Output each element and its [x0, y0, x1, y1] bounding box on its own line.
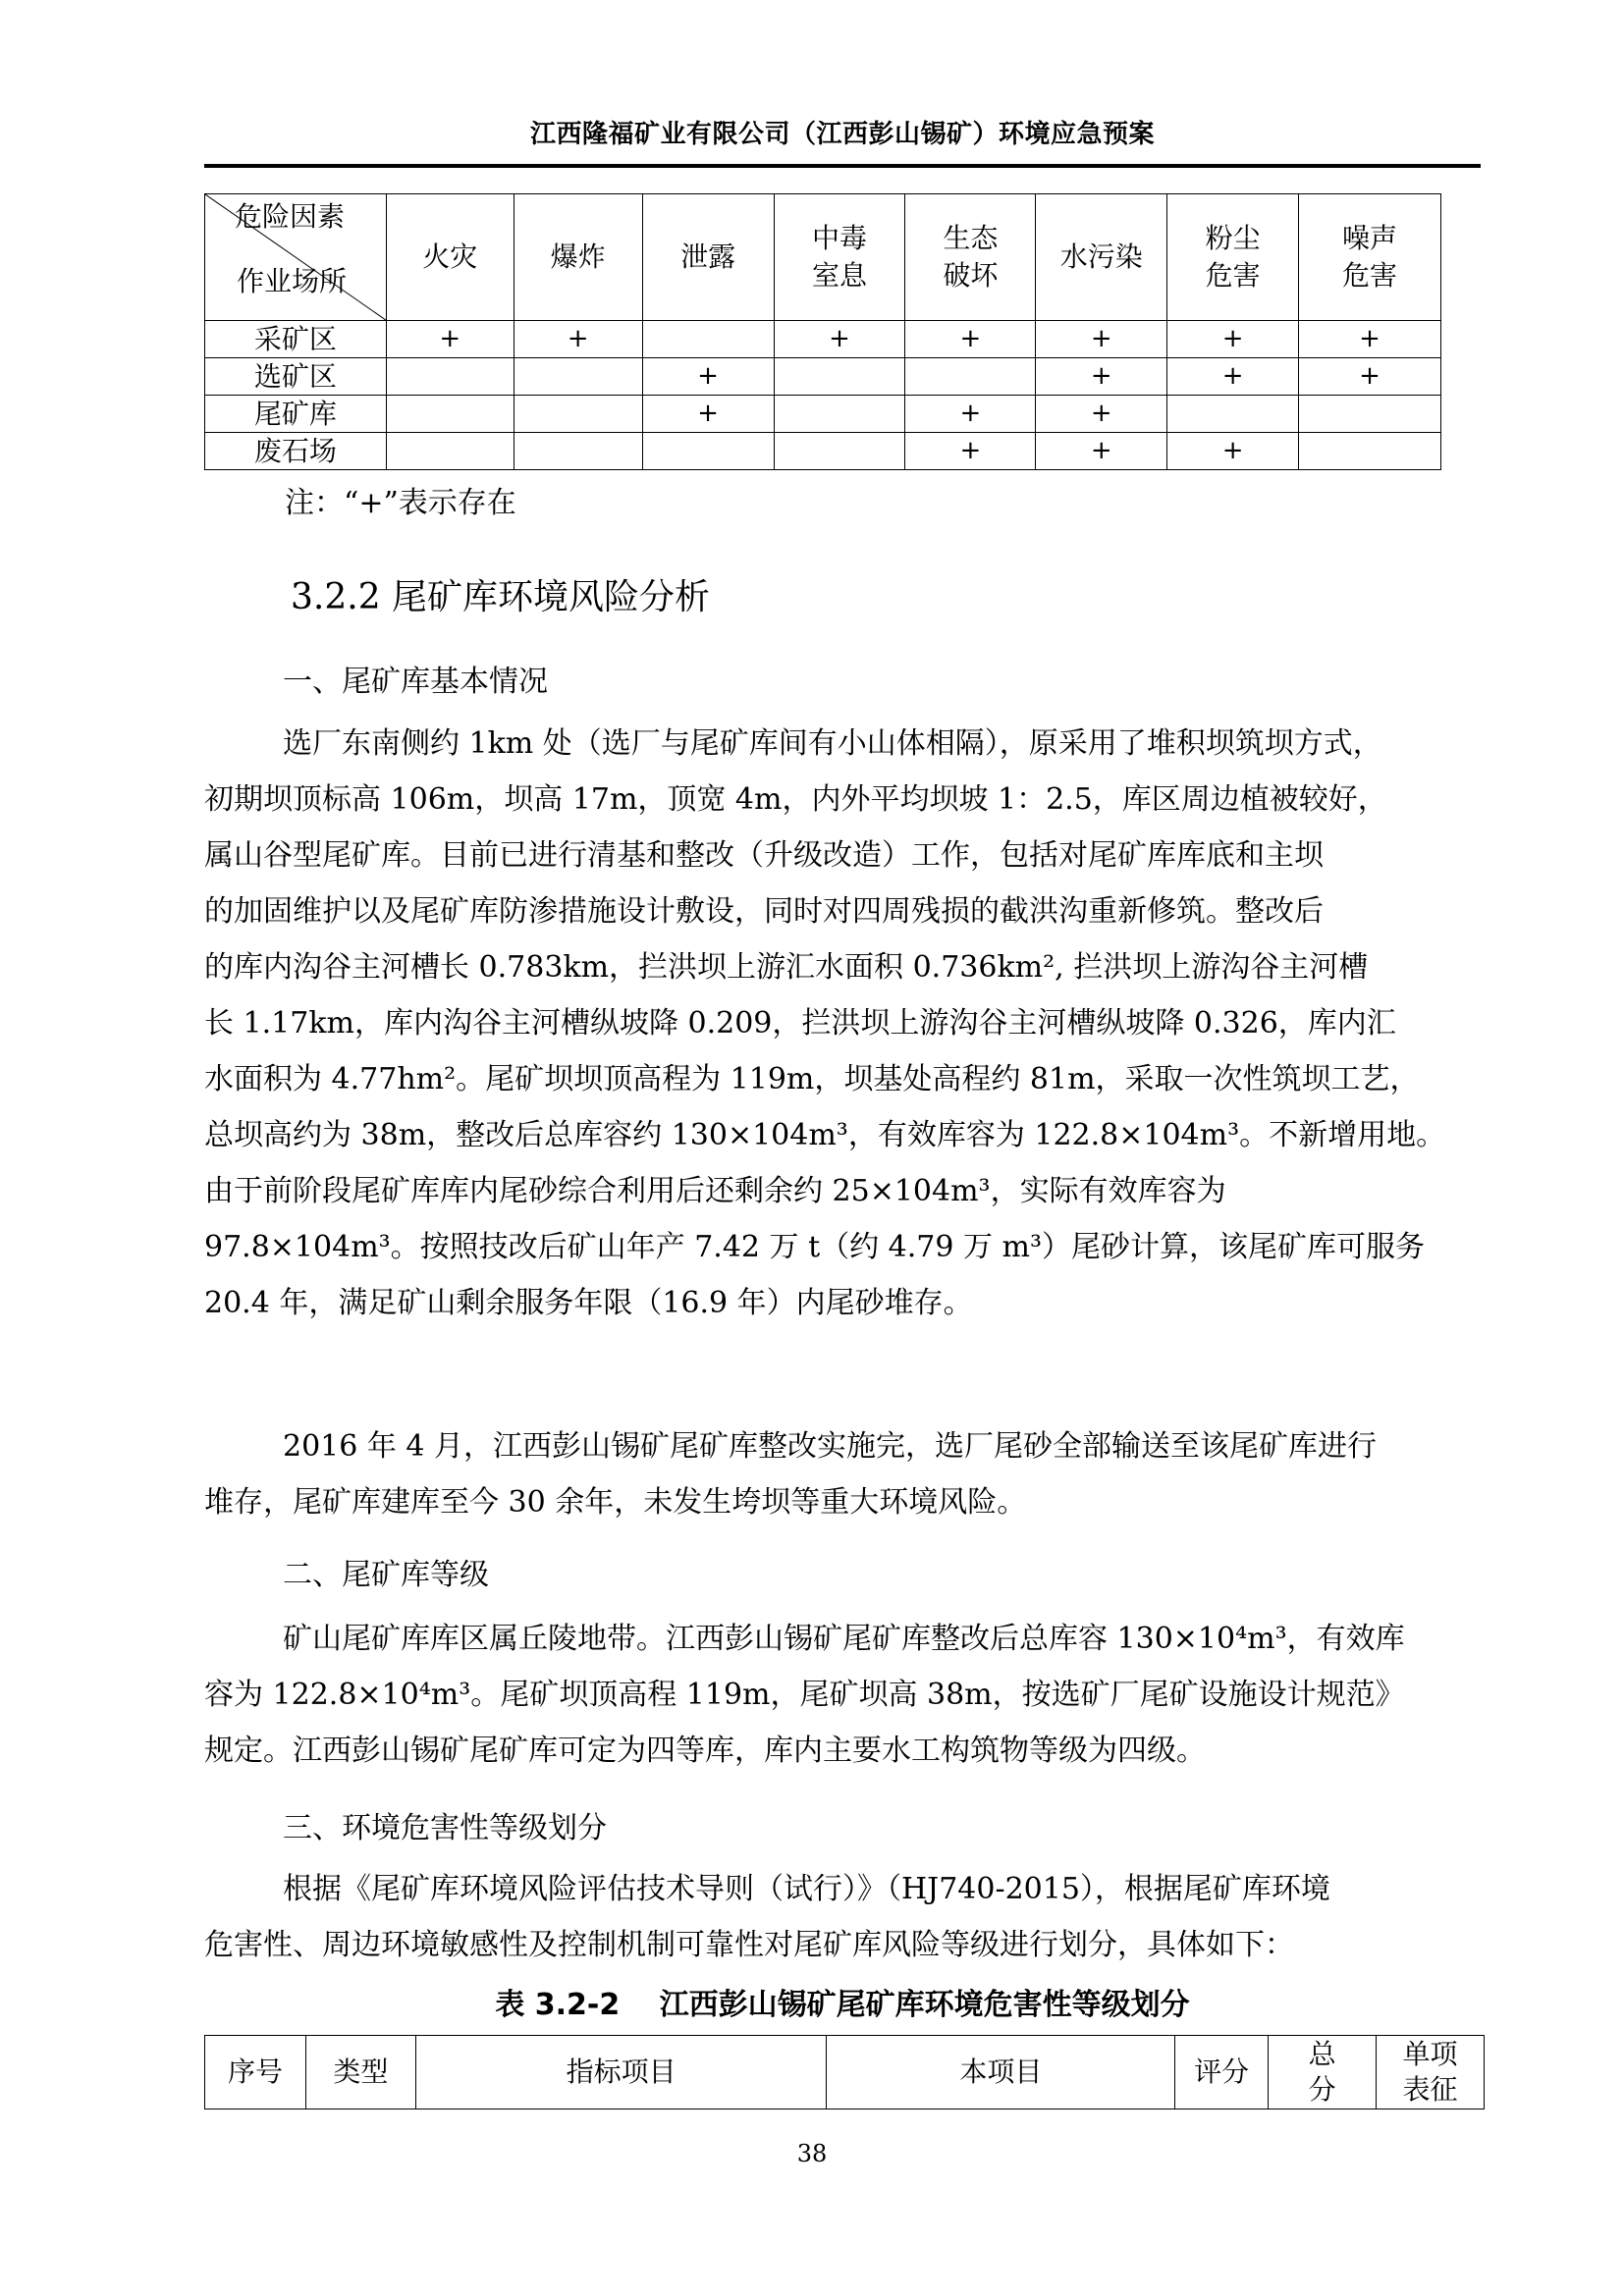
text-line: 总坝高约为 38m，整改后总库容约 130×104m³，有效库容为 122.8×104m³。不新增用地。: [204, 1118, 1446, 1152]
table-cell: +: [905, 321, 1036, 358]
text-line: 危害性、周边环境敏感性及控制机制可靠性对尾矿库风险等级进行划分，具体如下：: [204, 1928, 1294, 1962]
table-cell: +: [1036, 433, 1167, 470]
table-cell: +: [642, 358, 774, 396]
column-header: 本项目: [827, 2036, 1175, 2109]
column-header: 水污染: [1036, 194, 1167, 321]
table-cell: +: [1167, 433, 1299, 470]
column-header: 爆炸: [514, 194, 642, 321]
table-cell: +: [774, 321, 905, 358]
table-cell: +: [1167, 321, 1299, 358]
text-line: 由于前阶段尾矿库库内尾砂综合利用后还剩余约 25×104m³，实际有效库容为: [204, 1174, 1226, 1208]
paragraph-hazard-grading: [204, 1861, 1481, 1973]
column-header: 噪声 危害: [1299, 194, 1441, 321]
column-header: 火灾: [386, 194, 514, 321]
table-cell: +: [1167, 358, 1299, 396]
table-cell: +: [1036, 321, 1167, 358]
paragraph-rectification: [204, 1418, 1481, 1530]
table-cell: +: [642, 396, 774, 433]
column-header: 指标项目: [415, 2036, 827, 2109]
table-cell: +: [386, 321, 514, 358]
table-cell: +: [905, 396, 1036, 433]
table-cell: [1299, 433, 1441, 470]
row-place: 采矿区: [205, 321, 387, 358]
section-heading: 3.2.2 尾矿库环境风险分析: [291, 577, 711, 617]
column-header: 单项 表征: [1377, 2036, 1485, 2109]
table-cell: [1167, 396, 1299, 433]
table-row: [205, 321, 1441, 358]
row-place: 废石场: [205, 433, 387, 470]
corner-cell: [205, 194, 387, 321]
column-header: 序号: [205, 2036, 306, 2109]
table-cell: [514, 433, 642, 470]
corner-label-hazard: 危险因素: [235, 200, 346, 233]
column-header: 评分: [1175, 2036, 1269, 2109]
text-line: 97.8×104m³。按照技改后矿山年产 7.42 万 t（约 4.79 万 m³）尾砂计算，该尾矿库可服务: [204, 1230, 1426, 1264]
column-header: 类型: [305, 2036, 415, 2109]
text-line: 选厂东南侧约 1km 处（选厂与尾矿库间有小山体相隔），原采用了堆积坝筑坝方式，: [283, 726, 1382, 761]
subheading-basic-info: 一、尾矿库基本情况: [283, 665, 548, 699]
paragraph-basic-info: [204, 716, 1481, 1331]
row-place: 尾矿库: [205, 396, 387, 433]
text-line: 矿山尾矿库库区属丘陵地带。江西彭山锡矿尾矿库整改后总库容 130×10⁴m³，有效库: [283, 1622, 1405, 1656]
grade-table: [204, 2035, 1485, 2109]
table-cell: +: [1299, 321, 1441, 358]
table-cell: +: [905, 433, 1036, 470]
text-line: 容为 122.8×10⁴m³。尾矿坝顶高程 119m，尾矿坝高 38m，按选矿厂尾矿设施设计规范》: [204, 1678, 1405, 1712]
table-cell: [905, 358, 1036, 396]
corner-label-place: 作业场所: [237, 265, 348, 297]
table-row: [205, 358, 1441, 396]
paragraph-grade: [204, 1611, 1481, 1779]
text-line: 长 1.17km，库内沟谷主河槽纵坡降 0.209，拦洪坝上游沟谷主河槽纵坡降 0.326，库内汇: [204, 1006, 1396, 1041]
column-header: 泄露: [642, 194, 774, 321]
grade-table-header-row: [205, 2036, 1485, 2109]
column-header: 粉尘 危害: [1167, 194, 1299, 321]
text-line: 属山谷型尾矿库。目前已进行清基和整改（升级改造）工作，包括对尾矿库库底和主坝: [204, 838, 1324, 873]
text-line: 初期坝顶标高 106m，坝高 17m，顶宽 4m，内外平均坝坡 1：2.5，库区周边植被较好，: [204, 782, 1387, 817]
page-number: 38: [796, 2140, 828, 2167]
table-cell: [642, 433, 774, 470]
table-note: 注：“+”表示存在: [285, 486, 516, 520]
text-line: 水面积为 4.77hm²。尾矿坝坝顶高程为 119m，坝基处高程约 81m，采取一次性筑坝工艺，: [204, 1062, 1420, 1096]
text-line: 的库内沟谷主河槽长 0.783km，拦洪坝上游汇水面积 0.736km², 拦洪坝上游沟谷主河槽: [204, 950, 1369, 985]
running-header: 江西隆福矿业有限公司（江西彭山锡矿）环境应急预案: [529, 120, 1155, 149]
table-row: [205, 433, 1441, 470]
table-cell: [774, 433, 905, 470]
text-line: 规定。江西彭山锡矿尾矿库可定为四等库，库内主要水工构筑物等级为四级。: [204, 1734, 1206, 1768]
table-cell: [774, 358, 905, 396]
column-header: 中毒 室息: [774, 194, 905, 321]
text-line: 堆存，尾矿库建库至今 30 余年，未发生垮坝等重大环境风险。: [204, 1485, 1027, 1520]
hazard-table-header-row: [205, 194, 1441, 321]
text-line: 20.4 年，满足矿山剩余服务年限（16.9 年）内尾砂堆存。: [204, 1286, 973, 1320]
text-line: 根据《尾矿库环境风险评估技术导则（试行）》（HJ740-2015），根据尾矿库环境: [283, 1872, 1330, 1906]
header-rule: [204, 164, 1481, 168]
table-cell: [642, 321, 774, 358]
table-cell: [1299, 396, 1441, 433]
text-line: 2016 年 4 月，江西彭山锡矿尾矿库整改实施完，选厂尾砂全部输送至该尾矿库进行: [283, 1429, 1378, 1464]
column-header: 生态 破坏: [905, 194, 1036, 321]
table-cell: [514, 396, 642, 433]
table-cell: [514, 358, 642, 396]
table-cell: [386, 358, 514, 396]
table-row: [205, 396, 1441, 433]
table-cell: +: [1036, 396, 1167, 433]
table-cell: +: [1299, 358, 1441, 396]
table-cell: +: [514, 321, 642, 358]
table-cell: [386, 396, 514, 433]
table-cell: +: [1036, 358, 1167, 396]
table-cell: [774, 396, 905, 433]
row-place: 选矿区: [205, 358, 387, 396]
column-header: 总 分: [1269, 2036, 1377, 2109]
text-line: 的加固维护以及尾矿库防渗措施设计敷设，同时对四周残损的截洪沟重新修筑。整改后: [204, 894, 1324, 929]
table-caption: 表 3.2-2 江西彭山锡矿尾矿库环境危害性等级划分: [495, 1988, 1190, 2022]
hazard-table: [204, 193, 1441, 470]
subheading-grade: 二、尾矿库等级: [283, 1558, 489, 1592]
subheading-hazard-grading: 三、环境危害性等级划分: [283, 1811, 607, 1845]
table-cell: [386, 433, 514, 470]
